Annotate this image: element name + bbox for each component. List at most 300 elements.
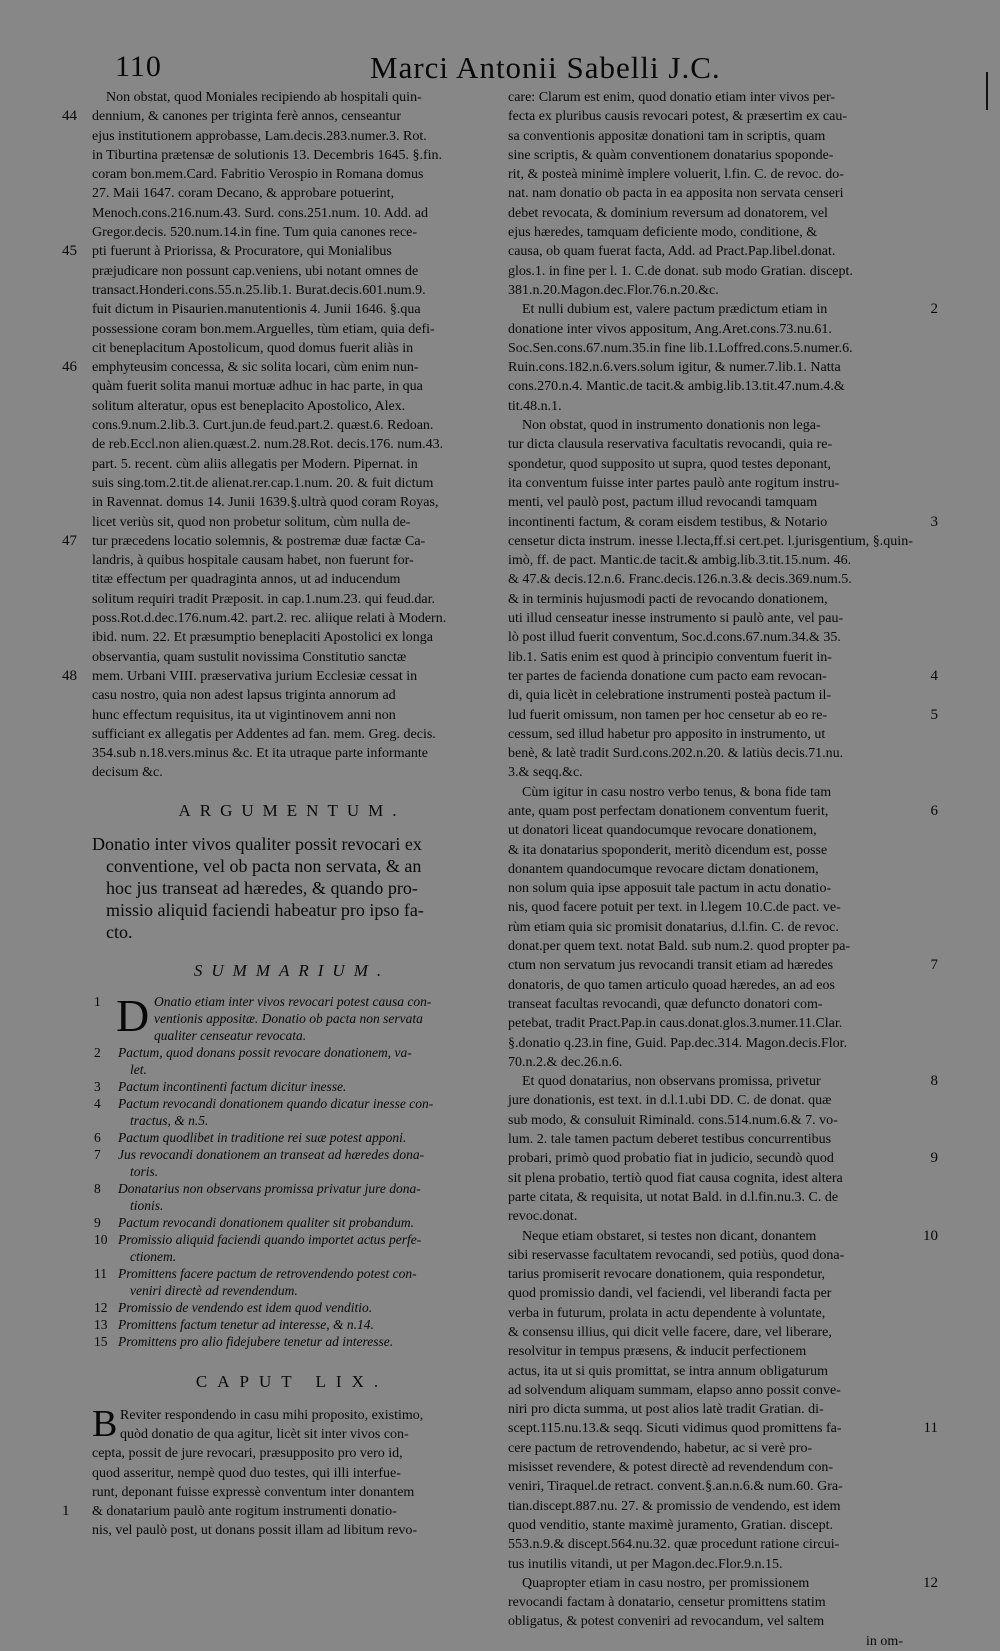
running-head bbox=[0, 50, 1000, 90]
argumentum-heading: ARGUMENTUM. bbox=[178, 800, 406, 820]
summary-number: 12 bbox=[94, 1299, 108, 1315]
text-line-text: & consensu illius, qui dicit velle facere, dare, vel liberare, bbox=[508, 1325, 832, 1340]
text-line-text: resolvitur in tempus præsens, & inducit perfectionem bbox=[508, 1344, 807, 1360]
text-line-text: petebat, tradit Pract.Pap.in caus.donat.glos.3.numer.11.Clar. bbox=[508, 1016, 843, 1032]
text-line bbox=[92, 590, 492, 609]
text-line-text: ante, quam post perfectam donationem conventum fuerit, bbox=[508, 803, 829, 819]
text-line bbox=[508, 184, 903, 203]
summary-item bbox=[92, 1112, 492, 1129]
text-line bbox=[508, 435, 903, 454]
text-line bbox=[508, 1072, 938, 1091]
text-line-text: 354.sub n.18.vers.minus &c. Et ita utraque parte informante bbox=[92, 746, 428, 762]
text-line bbox=[508, 898, 903, 917]
text-line-text: 27. Maii 1647. coram Decano, & approbare potuerint, bbox=[92, 186, 395, 202]
summary-number: 9 bbox=[94, 1214, 101, 1230]
margin-number: 46 bbox=[62, 359, 77, 376]
text-line-text: censetur dicta instrum. inesse l.lecta,ff.si cert.pet. l.jurisgentium, §.quin- bbox=[508, 533, 913, 549]
text-line bbox=[508, 1593, 903, 1612]
text-line bbox=[508, 551, 903, 570]
summary-item bbox=[92, 1027, 492, 1044]
text-line-text: veniri, Tiraquel.de retract. convent.§.an.n.6.& num.60. Gra- bbox=[508, 1479, 843, 1495]
chapter-line bbox=[92, 1444, 492, 1463]
text-line bbox=[508, 416, 903, 435]
text-line-text: ejus institutionem approbasse, Lam.decis.283.numer.3. Rot. bbox=[92, 128, 427, 144]
argumentum-line-text: hoc jus transeat ad hæredes, & quando pro- bbox=[106, 877, 418, 898]
text-line bbox=[92, 281, 492, 300]
summary-item-text: qualiter censeatur revocata. bbox=[154, 1027, 307, 1043]
text-line-text: ita conventum fuisse inter partes paulò ante rogitum instru- bbox=[508, 475, 840, 491]
argumentum-line-text: Donatio inter vivos qualiter possit revocari ex bbox=[92, 833, 422, 854]
text-line-text: debet revocata, & dominium reversum ad donatorem, vel bbox=[508, 205, 828, 221]
text-line bbox=[508, 570, 903, 589]
argumentum-line-text: missio aliquid faciendi habeatur pro ipso fa- bbox=[106, 899, 424, 920]
summary-item bbox=[92, 1044, 492, 1061]
text-line-text: tarius promiserit revocare donationem, quia respondetur, bbox=[508, 1267, 826, 1283]
summary-item-text: veniri directè ad revendendum. bbox=[130, 1282, 298, 1298]
text-line bbox=[508, 320, 903, 339]
margin-number: 10 bbox=[923, 1227, 938, 1244]
margin-number: 9 bbox=[930, 1150, 938, 1167]
text-line-text: casu nostro, quia non adest lapsus triginta annorum ad bbox=[92, 688, 396, 704]
text-line-text: nat. nam donatio ob pacta in ea apposita non servata censeri bbox=[508, 186, 844, 202]
margin-number: 3 bbox=[930, 513, 938, 530]
summary-item bbox=[92, 1146, 492, 1163]
text-line-text: Cùm igitur in casu nostro verbo tenus, & bona fide tam bbox=[522, 784, 832, 800]
text-line bbox=[508, 127, 903, 146]
margin-number: 6 bbox=[930, 802, 938, 819]
text-line-text: imò, ff. de pact. Mantic.de tacit.& ambig.lib.3.tit.15.num. 46. bbox=[508, 553, 852, 569]
text-line bbox=[508, 281, 903, 300]
text-line-text: hunc effectum requisitus, ita ut vigintinovem anni non bbox=[92, 707, 396, 723]
text-line-text: observantia, quam sustulit novissima Constitutio sanctæ bbox=[92, 649, 407, 665]
text-line bbox=[508, 358, 903, 377]
text-line bbox=[508, 532, 913, 551]
text-line bbox=[92, 686, 492, 705]
summary-item bbox=[92, 1333, 492, 1350]
text-line-text: præjudicare non possunt cap.veniens, ubi notant omnes de bbox=[92, 263, 419, 279]
text-line bbox=[508, 1014, 903, 1033]
text-line-text: ut donatori liceat quandocumque revocare donationem, bbox=[508, 823, 817, 839]
text-line bbox=[508, 1091, 903, 1110]
text-line-text: Et nulli dubium est, valere pactum prædictum etiam in bbox=[522, 302, 828, 318]
text-line bbox=[92, 146, 492, 165]
chapter-line bbox=[92, 1406, 492, 1425]
text-line-text: ad solvendum aliquam summam, elapso anno possit conve- bbox=[508, 1382, 841, 1398]
text-line bbox=[92, 184, 492, 203]
argumentum-line bbox=[92, 877, 492, 899]
margin-number: 7 bbox=[930, 957, 938, 974]
text-line-text: solitum alteratur, opus est beneplacito Apostolico, Alex. bbox=[92, 398, 406, 414]
summary-number: 8 bbox=[94, 1180, 101, 1196]
margin-number: 44 bbox=[62, 108, 77, 125]
summary-item bbox=[92, 1061, 492, 1078]
text-line bbox=[92, 204, 492, 223]
text-line bbox=[508, 995, 903, 1014]
text-line-text: 70.n.2.& dec.26.n.6. bbox=[508, 1054, 623, 1070]
text-line bbox=[508, 1169, 903, 1188]
chapter-line-text: nis, vel paulò post, ut donans possit illam ad libitum revo- bbox=[92, 1523, 418, 1539]
text-line-text: cons.270.n.4. Mantic.de tacit.& ambig.lib.13.tit.47.num.4.& bbox=[508, 379, 845, 395]
text-line-text: ctum non servatum jus revocandi transit etiam ad hæredes bbox=[508, 958, 834, 974]
text-line bbox=[508, 1342, 903, 1361]
page-edge-mark bbox=[986, 72, 988, 110]
text-line-text: misisset revendere, & potest directè ad revendendum con- bbox=[508, 1460, 833, 1476]
text-line bbox=[508, 1188, 903, 1207]
summary-item-text: Promittens factum tenetur ad interesse, & n.14. bbox=[118, 1316, 374, 1332]
chapter-line-text: quòd donatio de qua agitur, licèt sit inter vivos con- bbox=[120, 1426, 409, 1442]
text-line-text: obligatus, & potest conveniri ad revocandum, vel saltem bbox=[508, 1614, 825, 1630]
text-line-text: rit, & posteà minimè implere voluerit, l.fin. C. de revoc. do- bbox=[508, 167, 844, 183]
summary-number: 3 bbox=[94, 1078, 101, 1094]
text-line-text: spondetur, quod supposito ut supra, quod testes deponant, bbox=[508, 456, 831, 472]
text-line bbox=[62, 242, 492, 261]
summarium-drop-cap: D bbox=[116, 989, 150, 1041]
text-line bbox=[508, 1400, 903, 1419]
text-line-text: coram bon.mem.Card. Fabritio Verospio in Romana domus bbox=[92, 167, 424, 183]
text-line bbox=[508, 590, 903, 609]
chapter-line-text: runt, deponant fuisse expressè conventum inter donantem bbox=[92, 1484, 415, 1500]
summary-item bbox=[92, 1299, 492, 1316]
text-line bbox=[508, 242, 903, 261]
summary-item bbox=[92, 1010, 492, 1027]
text-line-text: poss.Rot.d.dec.176.num.42. part.2. rec. aliique relati à Modern. bbox=[92, 611, 447, 627]
text-line bbox=[508, 648, 903, 667]
left-column-text bbox=[62, 88, 492, 783]
text-line bbox=[92, 165, 492, 184]
summary-number: 13 bbox=[94, 1316, 108, 1332]
summary-item-text: Pactum, quod donans possit revocare donationem, va- bbox=[118, 1044, 412, 1060]
summarium-list bbox=[92, 989, 492, 1350]
text-line bbox=[92, 474, 492, 493]
text-line bbox=[62, 532, 492, 551]
text-line-text: sine scriptis, & quàm conventionem donatarius spoponde- bbox=[508, 147, 834, 163]
summary-item bbox=[92, 1197, 492, 1214]
text-line bbox=[508, 1612, 903, 1631]
page-number: 110 bbox=[115, 50, 162, 83]
summary-item bbox=[92, 1095, 492, 1112]
text-line bbox=[508, 1323, 903, 1342]
summary-item-text: Promittens pro alio fidejubere tenetur ad interesse. bbox=[118, 1333, 394, 1349]
text-line bbox=[508, 1632, 903, 1651]
summary-item-text: Promissio de vendendo est idem quod venditio. bbox=[118, 1299, 373, 1315]
summary-number: 10 bbox=[94, 1231, 108, 1247]
text-line-text: ibid. num. 22. Et præsumptio beneplaciti Apostolici ex longa bbox=[92, 630, 434, 646]
summary-item bbox=[92, 1163, 492, 1180]
text-line-text: transact.Honderi.cons.55.n.25.lib.1. Burat.decis.601.num.9. bbox=[92, 282, 426, 298]
text-line-text: solitum requiri tradit Præposit. in cap.1.num.23. qui feud.dar. bbox=[92, 591, 435, 607]
text-line-text: Soc.Sen.cons.67.num.35.in fine lib.1.Loffred.cons.5.numer.6. bbox=[508, 340, 853, 356]
text-line-text: Quapropter etiam in casu nostro, per promissionem bbox=[522, 1575, 810, 1591]
text-line bbox=[508, 976, 903, 995]
text-line-text: §.donatio q.23.in fine, Guid. Pap.dec.314. Magon.decis.Flor. bbox=[508, 1035, 848, 1051]
text-line-text: donatione inter vivos appositum, Ang.Aret.cons.73.nu.61. bbox=[508, 321, 832, 337]
text-line-text: donatoris, de quo tamen articulo quoad hæredes, an ad eos bbox=[508, 977, 835, 993]
argumentum-line-text: cto. bbox=[106, 921, 133, 942]
text-line-text: fecta ex pluribus causis revocari potest, & præsertim ex cau- bbox=[508, 109, 847, 125]
summary-item bbox=[92, 1180, 492, 1197]
text-line bbox=[508, 1439, 903, 1458]
margin-number: 5 bbox=[930, 706, 938, 723]
text-line bbox=[92, 513, 492, 532]
chapter-line-text: Reviter respondendo in casu mihi proposito, existimo, bbox=[120, 1407, 424, 1423]
text-line-text: lum. 2. tale tamen pactum deberet testibus concurrentibus bbox=[508, 1132, 832, 1148]
chapter-line bbox=[92, 1425, 492, 1444]
summary-number: 2 bbox=[94, 1044, 101, 1060]
text-line bbox=[508, 1284, 903, 1303]
text-line bbox=[508, 339, 903, 358]
summary-item-text: ventionis appositæ. Donatio ob pacta non servata bbox=[154, 1010, 423, 1026]
text-line-text: revoc.donat. bbox=[508, 1209, 578, 1225]
text-line bbox=[508, 706, 938, 725]
text-line bbox=[508, 455, 903, 474]
text-line bbox=[92, 763, 492, 782]
text-line-text: Non obstat, quod in instrumento donationis non lega- bbox=[522, 418, 821, 434]
summary-item-text: toris. bbox=[130, 1163, 159, 1179]
text-line-text: mem. Urbani VIII. præservativa jurium Ecclesiæ cessat in bbox=[92, 668, 418, 684]
text-line-text: lò post illud fuerit conventum, Soc.d.cons.67.num.34.& 35. bbox=[508, 630, 841, 646]
text-line bbox=[92, 609, 492, 628]
text-line-text: cons.9.num.2.lib.3. Curt.jun.de feud.part.2. quæst.6. Redoan. bbox=[92, 418, 434, 434]
text-line bbox=[508, 667, 938, 686]
text-line-text: fuit dictum in Pisaurien.manutentionis 4. Junii 1646. §.qua bbox=[92, 302, 421, 318]
text-line bbox=[508, 1246, 903, 1265]
text-line-text: rùm etiam quia sic promisit donatarius, d.l.fin. C. de revoc. bbox=[508, 919, 839, 935]
text-line-text: quàm fuerit solita manui mortuæ adhuc in hac parte, in qua bbox=[92, 379, 423, 395]
chapter-drop-cap: B bbox=[92, 1402, 118, 1445]
text-line-text: Gregor.decis. 520.num.14.in fine. Tum quia canones rece- bbox=[92, 225, 418, 241]
text-line bbox=[508, 1535, 903, 1554]
text-line bbox=[508, 1477, 903, 1496]
text-line-text: niri pro dicta summa, ut post alios latè tradit Gratian. di- bbox=[508, 1402, 824, 1418]
text-line-text: & ita donatarius spoponderit, meritò dicendum est, posse bbox=[508, 842, 828, 858]
summary-item bbox=[92, 1078, 492, 1095]
text-line-text: probari, primò quod probatio fiat in judicio, secundò quod bbox=[508, 1151, 834, 1167]
text-line-text: in om- bbox=[866, 1633, 903, 1649]
text-line bbox=[508, 1111, 903, 1130]
text-line bbox=[92, 706, 492, 725]
text-line-text: care: Clarum est enim, quod donatio etiam inter vivos per- bbox=[508, 90, 836, 105]
text-line bbox=[508, 802, 938, 821]
text-line-text: di, quia licèt in celebratione instrumenti posteà pactum il- bbox=[508, 688, 832, 704]
summary-number: 4 bbox=[94, 1095, 101, 1111]
text-line-text: menti, vel paulò post, pactum illud revocandi tamquam bbox=[508, 495, 818, 511]
text-line bbox=[92, 339, 492, 358]
summary-item-text: Donatarius non observans promissa privatur jure dona- bbox=[118, 1180, 421, 1196]
argumentum-line-text: conventione, vel ob pacta non servata, & an bbox=[106, 855, 422, 876]
text-line bbox=[508, 1304, 903, 1323]
text-line-text: quod venditio, stante maximè juramento, Gratian. discept. bbox=[508, 1517, 834, 1533]
text-line-text: sufficiant ex allegatis per Addentes ad fan. mem. Greg. decis. bbox=[92, 726, 436, 742]
chapter-line-text: cepta, possit de jure revocari, præsupposito pro vero id, bbox=[92, 1446, 403, 1462]
text-line-text: donat.per quem text. notat Bald. sub num.2. quod propter pa- bbox=[508, 939, 851, 955]
text-line-text: lud fuerit omissum, non tamen per hoc censetur ab eo re- bbox=[508, 707, 828, 723]
margin-number: 1 bbox=[62, 1503, 70, 1520]
text-line-text: sub modo, & consuluit Riminald. cons.514.num.6.& 7. vo- bbox=[508, 1112, 838, 1128]
text-line-text: sa conventionis appositæ donationi tam in scriptis, quam bbox=[508, 128, 826, 144]
text-line bbox=[508, 783, 903, 802]
text-line bbox=[508, 262, 903, 281]
text-line bbox=[92, 435, 492, 454]
text-line bbox=[508, 146, 903, 165]
margin-number: 47 bbox=[62, 532, 77, 549]
text-line bbox=[62, 358, 492, 377]
summary-number: 1 bbox=[94, 993, 101, 1009]
text-line-text: verba in futurum, prolata in actu dependente à voluntate, bbox=[508, 1305, 826, 1321]
text-line-text: cere pactum de retrovendendo, habetur, ac si verè pro- bbox=[508, 1440, 813, 1456]
summary-item-text: Onatio etiam inter vivos revocari potest causa con- bbox=[154, 993, 432, 1009]
summary-item bbox=[92, 1231, 492, 1248]
text-line bbox=[92, 320, 492, 339]
text-line bbox=[508, 1034, 903, 1053]
summary-item-text: ctionem. bbox=[130, 1248, 177, 1264]
text-line bbox=[508, 1497, 903, 1516]
text-line-text: glos.1. in fine per l. 1. C.de donat. sub modo Gratian. discept. bbox=[508, 263, 853, 279]
text-line-text: sit plena probatio, tertiò quod fiat causa cognita, idest altera bbox=[508, 1170, 843, 1186]
summary-item bbox=[92, 1248, 492, 1265]
chapter-line bbox=[92, 1521, 492, 1540]
chapter-heading: CAPUT LIX. bbox=[195, 1371, 389, 1391]
right-column bbox=[508, 88, 938, 1649]
text-line bbox=[508, 1458, 903, 1477]
summary-item-text: Pactum revocandi donationem quando dicatur inesse con- bbox=[118, 1095, 434, 1111]
text-line bbox=[508, 204, 903, 223]
text-line-text: emphyteusim concessa, & sic solita locari, cùm enim nun- bbox=[92, 360, 419, 376]
summary-number: 7 bbox=[94, 1146, 101, 1162]
summary-item-text: Jus revocandi donationem an transeat ad hæredes dona- bbox=[118, 1146, 425, 1162]
text-line-text: licet veriùs sit, quod non probetur solitum, cùm nulla de- bbox=[92, 514, 411, 530]
summary-item-text: Promittens facere pactum de retrovendendo potest con- bbox=[118, 1265, 417, 1281]
text-line-text: tus inutilis vitandi, ut per Magon.dec.Flor.9.n.15. bbox=[508, 1556, 783, 1572]
text-line-text: in Tiburtina prætensæ de solutionis 13. Decembris 1645. §.fin. bbox=[92, 147, 442, 163]
text-line-text: pti fuerunt à Priorissa, & Procuratore, qui Monialibus bbox=[92, 244, 392, 260]
text-line bbox=[508, 956, 938, 975]
text-line bbox=[508, 1265, 903, 1284]
right-column-text bbox=[508, 88, 938, 1651]
text-line-text: cit beneplacitum Apostolicum, quod domus fuerit aliàs in bbox=[92, 340, 414, 356]
text-line bbox=[508, 300, 938, 319]
text-line-text: non solum quia ipse apposuit tale pactum in actu donatio- bbox=[508, 881, 832, 897]
text-line bbox=[92, 127, 492, 146]
text-line bbox=[508, 821, 903, 840]
chapter-line bbox=[62, 1502, 492, 1521]
text-line bbox=[92, 648, 492, 667]
text-line-text: decisum &c. bbox=[92, 765, 163, 781]
text-line-text: Menoch.cons.216.num.43. Surd. cons.251.num. 10. Add. ad bbox=[92, 205, 428, 221]
text-line bbox=[92, 262, 492, 281]
text-line-text: causa, ob quam fuerat facta, Add. ad Pract.Pap.libel.donat. bbox=[508, 244, 836, 260]
text-line bbox=[508, 474, 903, 493]
summarium-heading: SUMMARIUM. bbox=[193, 960, 391, 980]
chapter-line bbox=[92, 1483, 492, 1502]
text-line-text: jure donationis, est text. in d.l.1.ubi DD. C. de donat. quæ bbox=[508, 1093, 832, 1109]
argumentum-text bbox=[92, 833, 492, 943]
text-line-text: lib.1. Satis enim est quod à principio conventum fuerit in- bbox=[508, 649, 832, 665]
text-line-text: Et quod donatarius, non observans promissa, privetur bbox=[522, 1074, 821, 1090]
margin-number: 8 bbox=[930, 1073, 938, 1090]
summary-item-text: Pactum revocandi donationem qualiter sit probandum. bbox=[118, 1214, 414, 1230]
text-line-text: Neque etiam obstaret, si testes non dicant, donantem bbox=[522, 1228, 817, 1244]
text-line bbox=[508, 1419, 938, 1438]
text-line-text: ter partes de facienda donatione cum pacto eam revocan- bbox=[508, 668, 827, 684]
text-line-text: nis, quod facere potuit per text. in l.legem 10.C.de pact. ve- bbox=[508, 900, 841, 916]
summary-item-text: let. bbox=[130, 1061, 147, 1077]
summary-number: 6 bbox=[94, 1129, 101, 1145]
text-line bbox=[92, 377, 492, 396]
text-line-text: uti illud censeatur inesse instrumento si paulò ante, vel pau- bbox=[508, 611, 844, 627]
text-line bbox=[62, 107, 492, 126]
text-line bbox=[508, 88, 903, 107]
text-line bbox=[92, 570, 492, 589]
summary-item bbox=[92, 993, 492, 1010]
margin-number: 12 bbox=[923, 1574, 938, 1591]
summary-number: 15 bbox=[94, 1333, 108, 1349]
summary-item bbox=[92, 1265, 492, 1282]
text-line bbox=[508, 763, 903, 782]
text-line bbox=[508, 744, 903, 763]
text-line-text: revocandi factam à donatario, censetur promittens statim bbox=[508, 1595, 826, 1611]
text-line-text: quod promissio dandi, vel faciendi, vel liberandi facta per bbox=[508, 1286, 832, 1302]
text-line bbox=[92, 628, 492, 647]
text-line bbox=[508, 918, 903, 937]
text-line-text: suis sing.tom.2.tit.de alienat.rer.cap.1.num. 20. & fuit dictum bbox=[92, 475, 434, 491]
text-line bbox=[508, 628, 903, 647]
summary-item bbox=[92, 1129, 492, 1146]
text-line-text: scept.115.nu.13.& seqq. Sicuti vidimus quod promittens fa- bbox=[508, 1421, 842, 1437]
text-line bbox=[508, 609, 903, 628]
text-line-text: dennium, & canones per triginta ferè annos, censeantur bbox=[92, 109, 402, 125]
text-line-text: & 47.& decis.12.n.6. Franc.decis.126.n.3.& decis.369.num.5. bbox=[508, 572, 852, 588]
text-line-text: tur dicta clausula reservativa facultatis revocandi, quia re- bbox=[508, 437, 833, 453]
text-line bbox=[508, 165, 903, 184]
text-line-text: actus, ita ut si quis promittat, se intra annum obligaturum bbox=[508, 1363, 829, 1379]
text-line bbox=[508, 1362, 903, 1381]
summary-item-text: tionis. bbox=[130, 1197, 164, 1213]
text-line bbox=[92, 397, 492, 416]
text-line bbox=[62, 667, 492, 686]
text-line-text: Non obstat, quod Moniales recipiendo ab hospitali quin- bbox=[106, 90, 422, 105]
left-column bbox=[62, 88, 492, 1539]
text-line bbox=[508, 513, 938, 532]
text-line-text: Ruin.cons.182.n.6.vers.solum igitur, & numer.7.lib.1. Natta bbox=[508, 360, 841, 376]
text-line bbox=[508, 377, 903, 396]
text-line bbox=[92, 551, 492, 570]
margin-number: 11 bbox=[923, 1420, 938, 1437]
running-title: Marci Antonii Sabelli J.C. bbox=[370, 50, 721, 85]
text-line-text: ejus hæredes, tamquam deficiente modo, conditione, & bbox=[508, 225, 818, 241]
chapter-line-text: & donatarium paulò ante rogitum instrumenti donatio- bbox=[92, 1504, 397, 1520]
margin-number: 48 bbox=[62, 667, 77, 684]
text-line bbox=[92, 300, 492, 319]
text-line-text: 381.n.20.Magon.dec.Flor.76.n.20.&c. bbox=[508, 282, 719, 298]
text-line-text: donantem quandocumque revocare dictam donationem, bbox=[508, 861, 819, 877]
argumentum-line bbox=[92, 921, 492, 943]
text-line-text: titæ effectum per quadraginta annos, ut ad inducendum bbox=[92, 572, 401, 588]
text-line bbox=[508, 397, 903, 416]
text-line bbox=[508, 1555, 903, 1574]
text-line-text: & in terminis hujusmodi pacti de revocando donationem, bbox=[508, 591, 828, 607]
text-line-text: de reb.Eccl.non alien.quæst.2. num.28.Rot. decis.176. num.43. bbox=[92, 437, 444, 453]
argumentum-line bbox=[92, 833, 492, 855]
text-line-text: tur præcedens locatio solemnis, & postremæ duæ factæ Ca- bbox=[92, 533, 426, 549]
margin-number: 2 bbox=[930, 301, 938, 318]
text-line-text: tit.48.n.1. bbox=[508, 398, 562, 414]
text-line bbox=[508, 879, 903, 898]
text-line bbox=[508, 1227, 938, 1246]
chapter-line bbox=[92, 1464, 492, 1483]
text-line-text: sibi reservasse facultatem revocandi, sed potiùs, quod dona- bbox=[508, 1247, 845, 1263]
summary-number: 11 bbox=[94, 1265, 107, 1281]
text-line bbox=[508, 1381, 903, 1400]
